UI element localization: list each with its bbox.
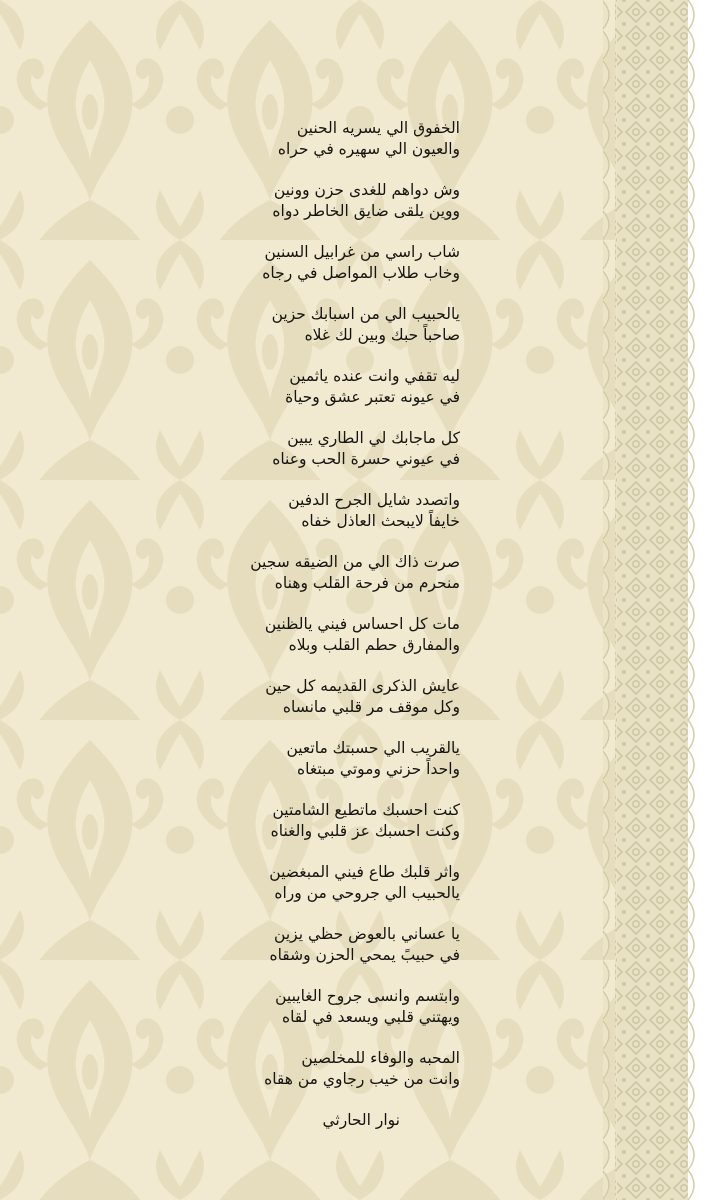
poem-line: خايفاً لايبحث العاذل خفاه [301, 512, 460, 530]
poem-stanza [160, 924, 460, 966]
poem-stanza [160, 180, 460, 222]
poem-line: وابتسم وانسى جروح الغايبين [275, 987, 460, 1005]
poem-stanza [160, 800, 460, 842]
poem-stanza [160, 738, 460, 780]
poem-line: يالقريب الي حسبتك ماتعين [286, 739, 460, 757]
poem-line: وانت من خيب رجاوي من هقاه [264, 1070, 460, 1088]
poem-stanza [160, 366, 460, 408]
poet-signature: نوار الحارثي [322, 1111, 400, 1129]
poem-line: يا عساني بالعوض حظي يزين [274, 925, 460, 943]
poem-line: والعيون الي سهيره في حراه [277, 140, 460, 158]
poem-line: واثر قلبك طاع فيني المبغضين [269, 863, 460, 881]
poem-text [160, 118, 460, 1131]
poem-line: وخاب طلاب المواصل في رجاه [262, 264, 460, 282]
poem-line: ليه تقفي وانت عنده ياثمين [289, 367, 460, 385]
poem-stanza [160, 552, 460, 594]
poem-line: ويهتني قلبي ويسعد في لقاه [281, 1008, 460, 1026]
poem-stanza [160, 676, 460, 718]
poem-line: منحرم من فرحة القلب وهناه [274, 574, 460, 592]
poem-line: وش دواهم للغدى حزن وونين [273, 181, 460, 199]
poem-stanza [160, 986, 460, 1028]
poem-line: كنت احسبك ماتطيع الشامتين [272, 801, 460, 819]
poem-stanza [160, 428, 460, 470]
poem-line: صرت ذاك الي من الضيقه سجين [250, 553, 460, 571]
poem-stanza [160, 614, 460, 656]
poem-stanza [160, 862, 460, 904]
poem-line: وكل موقف مر قلبي مانساه [282, 698, 460, 716]
poem-line: شاب راسي من غرابيل السنين [264, 243, 460, 261]
poem-line: في حبيبً يمحي الحزن وشقاه [269, 946, 460, 964]
poem-line: يالحبيب الي جروحي من وراه [274, 884, 460, 902]
poem-stanza [160, 304, 460, 346]
poem-line: وكنت احسبك عز قلبي والغناه [270, 822, 460, 840]
poem-line: ووين يلقى ضايق الخاطر دواه [272, 202, 460, 220]
poem-line: عايش الذكرى القديمه كل حين [265, 677, 460, 695]
poem-line: والمفارق حطم القلب وبلاه [288, 636, 460, 654]
poem-stanza [160, 490, 460, 532]
poem-line: واتصدد شايل الجرح الدفين [288, 491, 460, 509]
poem-line: يالحبيب الي من اسبابك حزين [271, 305, 460, 323]
poem-line: صاحباً حبك وبين لك غلاه [304, 326, 460, 344]
poem-line: في عيونه تعتبر عشق وحياة [285, 388, 460, 406]
poem-line: في عيوني حسرة الحب وعناه [272, 450, 460, 468]
poem-stanza [160, 242, 460, 284]
poem-line: الخفوق الي يسريه الحنين [296, 119, 460, 137]
poem-line: واحداً حزني وموتي مبتغاه [297, 760, 460, 778]
poem-line: المحبه والوفاء للمخلصين [301, 1049, 460, 1067]
poem-line: مات كل احساس فيني يالظنين [264, 615, 460, 633]
poem-stanza [160, 118, 460, 160]
poem-stanza [160, 1048, 460, 1090]
poem-line: كل ماجابك لي الطاري يبين [287, 429, 460, 447]
